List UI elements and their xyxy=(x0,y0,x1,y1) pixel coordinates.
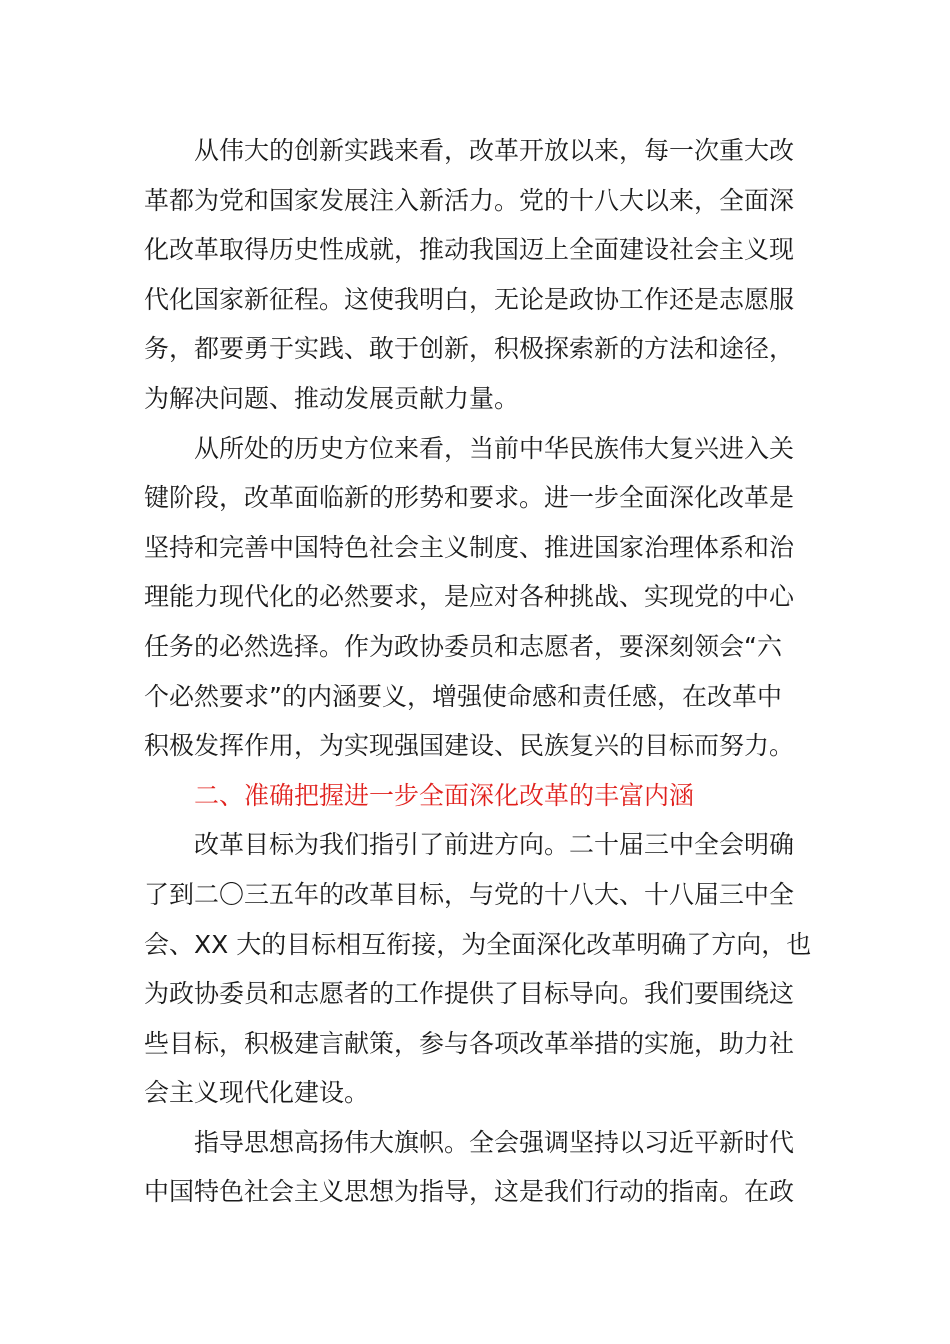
paragraph-1-line-4: 代化国家新征程。这使我明白，无论是政协工作还是志愿服 xyxy=(144,284,795,314)
section-heading: 二、准确把握进一步全面深化改革的丰富内涵 xyxy=(194,780,695,810)
paragraph-3-line-3: 会、XX 大的目标相互衔接，为全面深化改革明确了方向，也 xyxy=(144,929,812,959)
paragraph-2-line-4: 理能力现代化的必然要求，是应对各种挑战、实现党的中心 xyxy=(144,582,795,612)
paragraph-2-line-2: 键阶段，改革面临新的形势和要求。进一步全面深化改革是 xyxy=(144,483,795,513)
paragraph-3-line-4: 为政协委员和志愿者的工作提供了目标导向。我们要围绕这 xyxy=(144,979,795,1009)
paragraph-1-line-2: 革都为党和国家发展注入新活力。党的十八大以来，全面深 xyxy=(144,185,795,215)
paragraph-1-line-6: 为解决问题、推动发展贡献力量。 xyxy=(144,383,520,413)
paragraph-3-line-1: 改革目标为我们指引了前进方向。二十届三中全会明确 xyxy=(194,830,795,860)
paragraph-3-line-2: 了到二〇三五年的改革目标，与党的十八大、十八届三中全 xyxy=(144,879,795,909)
paragraph-4-line-2: 中国特色社会主义思想为指导，这是我们行动的指南。在政 xyxy=(144,1177,795,1207)
paragraph-4-line-1: 指导思想高扬伟大旗帜。全会强调坚持以习近平新时代 xyxy=(194,1127,795,1157)
paragraph-1-line-5: 务，都要勇于实践、敢于创新，积极探索新的方法和途径， xyxy=(144,334,795,364)
paragraph-2-line-3: 坚持和完善中国特色社会主义制度、推进国家治理体系和治 xyxy=(144,532,795,562)
paragraph-3-line-5: 些目标，积极建言献策，参与各项改革举措的实施，助力社 xyxy=(144,1028,795,1058)
document-body xyxy=(144,126,812,1217)
paragraph-2-line-5: 任务的必然选择。作为政协委员和志愿者，要深刻领会“六 xyxy=(144,631,782,661)
paragraph-2-line-6: 个必然要求”的内涵要义，增强使命感和责任感，在改革中 xyxy=(144,681,782,711)
paragraph-2-line-7: 积极发挥作用，为实现强国建设、民族复兴的目标而努力。 xyxy=(144,731,795,761)
paragraph-2-line-1: 从所处的历史方位来看，当前中华民族伟大复兴进入关 xyxy=(194,433,795,463)
paragraph-3-line-6: 会主义现代化建设。 xyxy=(144,1078,370,1108)
paragraph-1-line-1: 从伟大的创新实践来看，改革开放以来，每一次重大改 xyxy=(194,136,795,165)
paragraph-1-line-3: 化改革取得历史性成就，推动我国迈上全面建设社会主义现 xyxy=(144,235,795,265)
